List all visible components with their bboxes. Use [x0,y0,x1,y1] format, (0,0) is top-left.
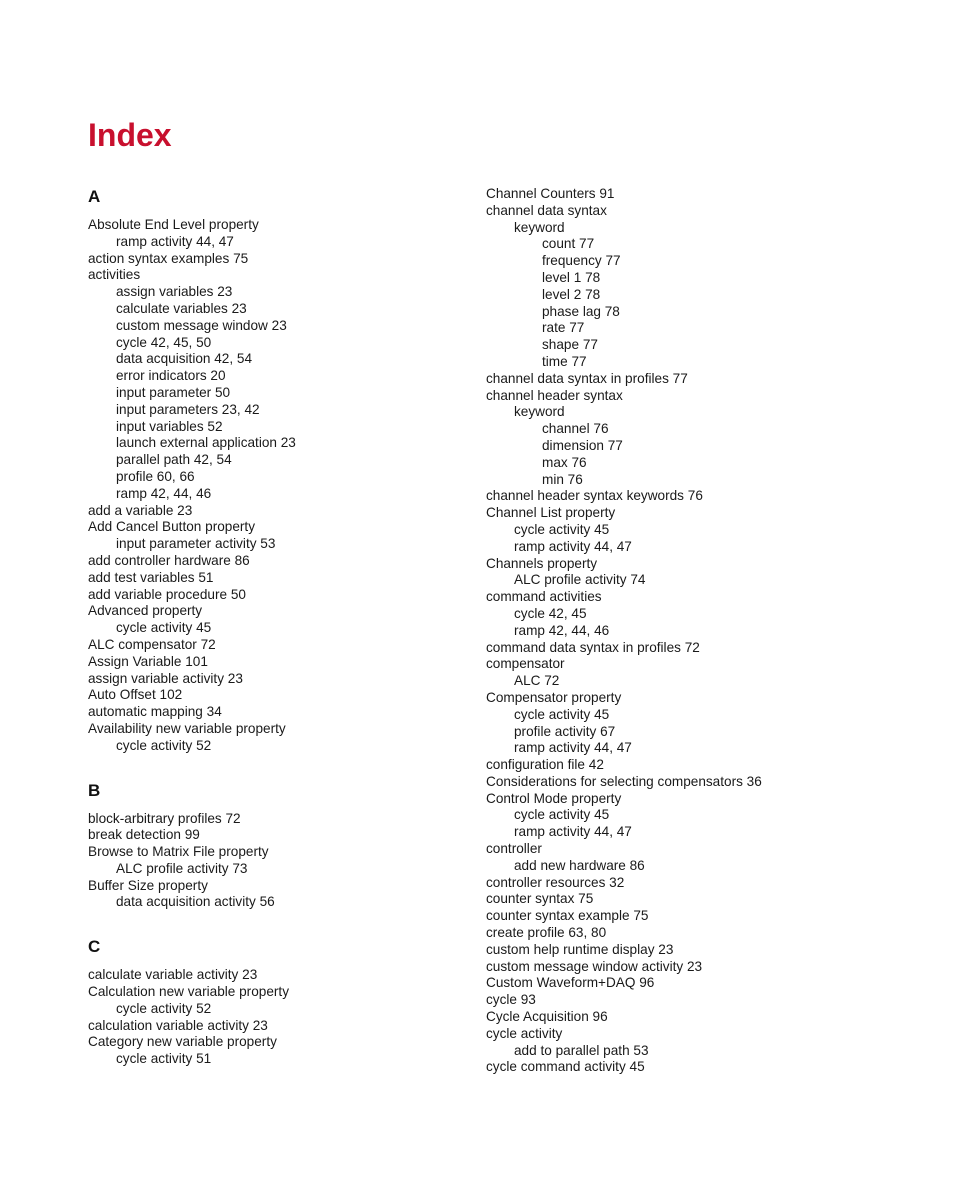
index-entry: calculate variable activity 23 [88,967,258,983]
index-entry: channel header syntax [486,387,623,403]
index-subsubentry: time 77 [542,353,587,369]
index-subentry: custom message window 23 [116,317,287,333]
index-subentry: cycle activity 45 [514,807,610,823]
index-subsubentry: rate 77 [542,320,585,336]
index-entry: Add Cancel Button property [88,519,256,535]
index-entry: add a variable 23 [88,502,193,518]
index-entry: Compensator property [486,689,622,705]
index-subentry: input parameter 50 [116,384,231,400]
index-subsubentry: level 2 78 [542,286,601,302]
index-entry: ALC compensator 72 [88,636,216,652]
index-entry: break detection 99 [88,827,200,843]
index-entry: Cycle Acquisition 96 [486,1009,608,1025]
index-entry: command data syntax in profiles 72 [486,639,700,655]
section-letter: B [88,780,101,800]
index-subentry: profile activity 67 [514,723,616,739]
index-entry: Advanced property [88,603,203,619]
index-entry: channel data syntax in profiles 77 [486,370,688,386]
index-subentry: calculate variables 23 [116,300,247,316]
index-subentry: cycle activity 45 [116,620,212,636]
index-subentry: assign variables 23 [116,284,233,300]
index-subentry: input parameter activity 53 [116,536,276,552]
index-entry: add controller hardware 86 [88,552,250,568]
index-subentry: ramp activity 44, 47 [116,233,234,249]
index-entry: create profile 63, 80 [486,925,607,941]
index-subsubentry: level 1 78 [542,269,601,285]
index-entry: custom help runtime display 23 [486,941,674,957]
index-subentry: ALC profile activity 73 [116,860,248,876]
index-section-a [88,186,468,755]
index-entry: activities [88,267,141,283]
index-subsubentry: phase lag 78 [542,303,620,319]
index-entry: Channel Counters 91 [486,186,615,201]
index-subsubentry: channel 76 [542,421,609,437]
index-subsubentry: shape 77 [542,337,598,353]
index-subentry: cycle 42, 45, 50 [116,334,212,350]
index-entry: Channel List property [486,505,616,521]
index-entry: channel data syntax [486,202,607,218]
index-subentry: add to parallel path 53 [514,1042,649,1058]
index-section-c [88,936,468,1068]
index-entry: counter syntax 75 [486,891,594,907]
index-subsubentry: max 76 [542,454,587,470]
index-entry: calculation variable activity 23 [88,1017,268,1033]
index-subentry: input variables 52 [116,418,223,434]
index-subentry: profile 60, 66 [116,468,195,484]
index-entry: Considerations for selecting compensators 36 [486,773,762,789]
section-letter: C [88,937,101,957]
index-subentry: ramp activity 44, 47 [514,740,632,756]
index-entry: Assign Variable 101 [88,653,208,669]
index-entry: Channels property [486,555,598,571]
index-subsubentry: dimension 77 [542,437,623,453]
index-entry: block-arbitrary profiles 72 [88,810,241,826]
index-entry: Calculation new variable property [88,984,289,1000]
index-subentry: data acquisition 42, 54 [116,351,253,367]
index-entry: Buffer Size property [88,877,208,893]
index-right-column [486,186,866,1076]
index-entry: Browse to Matrix File property [88,844,269,860]
index-subentry: cycle activity 52 [116,737,212,753]
index-subentry: launch external application 23 [116,435,296,451]
index-entry: assign variable activity 23 [88,670,243,686]
index-subentry: keyword [514,404,565,420]
index-entry: Auto Offset 102 [88,687,183,703]
index-subentry: add new hardware 86 [514,857,645,873]
index-subentry: ramp 42, 44, 46 [514,622,610,638]
index-entry: cycle command activity 45 [486,1059,645,1075]
index-subsubentry: min 76 [542,471,583,487]
index-entry: Control Mode property [486,790,622,806]
index-subentry: parallel path 42, 54 [116,452,232,468]
index-entry: automatic mapping 34 [88,704,222,720]
index-subentry: ALC profile activity 74 [514,572,646,588]
index-subentry: data acquisition activity 56 [116,894,275,910]
index-entry: controller [486,841,542,857]
index-entry: compensator [486,656,565,672]
index-subentry: cycle activity 51 [116,1051,212,1067]
index-entry: Availability new variable property [88,720,286,736]
index-entry: add test variables 51 [88,569,214,585]
page-title: Index [88,117,172,153]
index-subentry: cycle activity 45 [514,521,610,537]
index-entry: counter syntax example 75 [486,908,649,924]
index-subsubentry: frequency 77 [542,253,621,269]
index-entry: channel header syntax keywords 76 [486,488,703,504]
index-subentry: keyword [514,219,565,235]
section-letter: A [88,187,101,206]
index-entry: configuration file 42 [486,757,604,773]
index-subentry: ALC 72 [514,673,560,689]
index-subentry: error indicators 20 [116,368,226,384]
index-subentry: cycle activity 45 [514,706,610,722]
index-subentry: cycle activity 52 [116,1000,212,1016]
index-section-b [88,780,468,912]
index-entry: cycle 93 [486,992,536,1008]
index-subentry: ramp 42, 44, 46 [116,485,212,501]
index-subentry: ramp activity 44, 47 [514,824,632,840]
index-subsubentry: count 77 [542,236,595,252]
index-subentry: ramp activity 44, 47 [514,538,632,554]
index-entry: cycle activity [486,1025,563,1041]
index-subentry: input parameters 23, 42 [116,401,260,417]
index-subentry: cycle 42, 45 [514,605,587,621]
index-entry: Absolute End Level property [88,217,259,232]
index-entry: Category new variable property [88,1034,277,1050]
index-entry: action syntax examples 75 [88,250,249,266]
index-entry: custom message window activity 23 [486,958,703,974]
index-entry: command activities [486,589,602,605]
index-entry: controller resources 32 [486,874,625,890]
index-entry: add variable procedure 50 [88,586,246,602]
index-entry: Custom Waveform+DAQ 96 [486,975,655,991]
index-left-column [88,186,468,1068]
